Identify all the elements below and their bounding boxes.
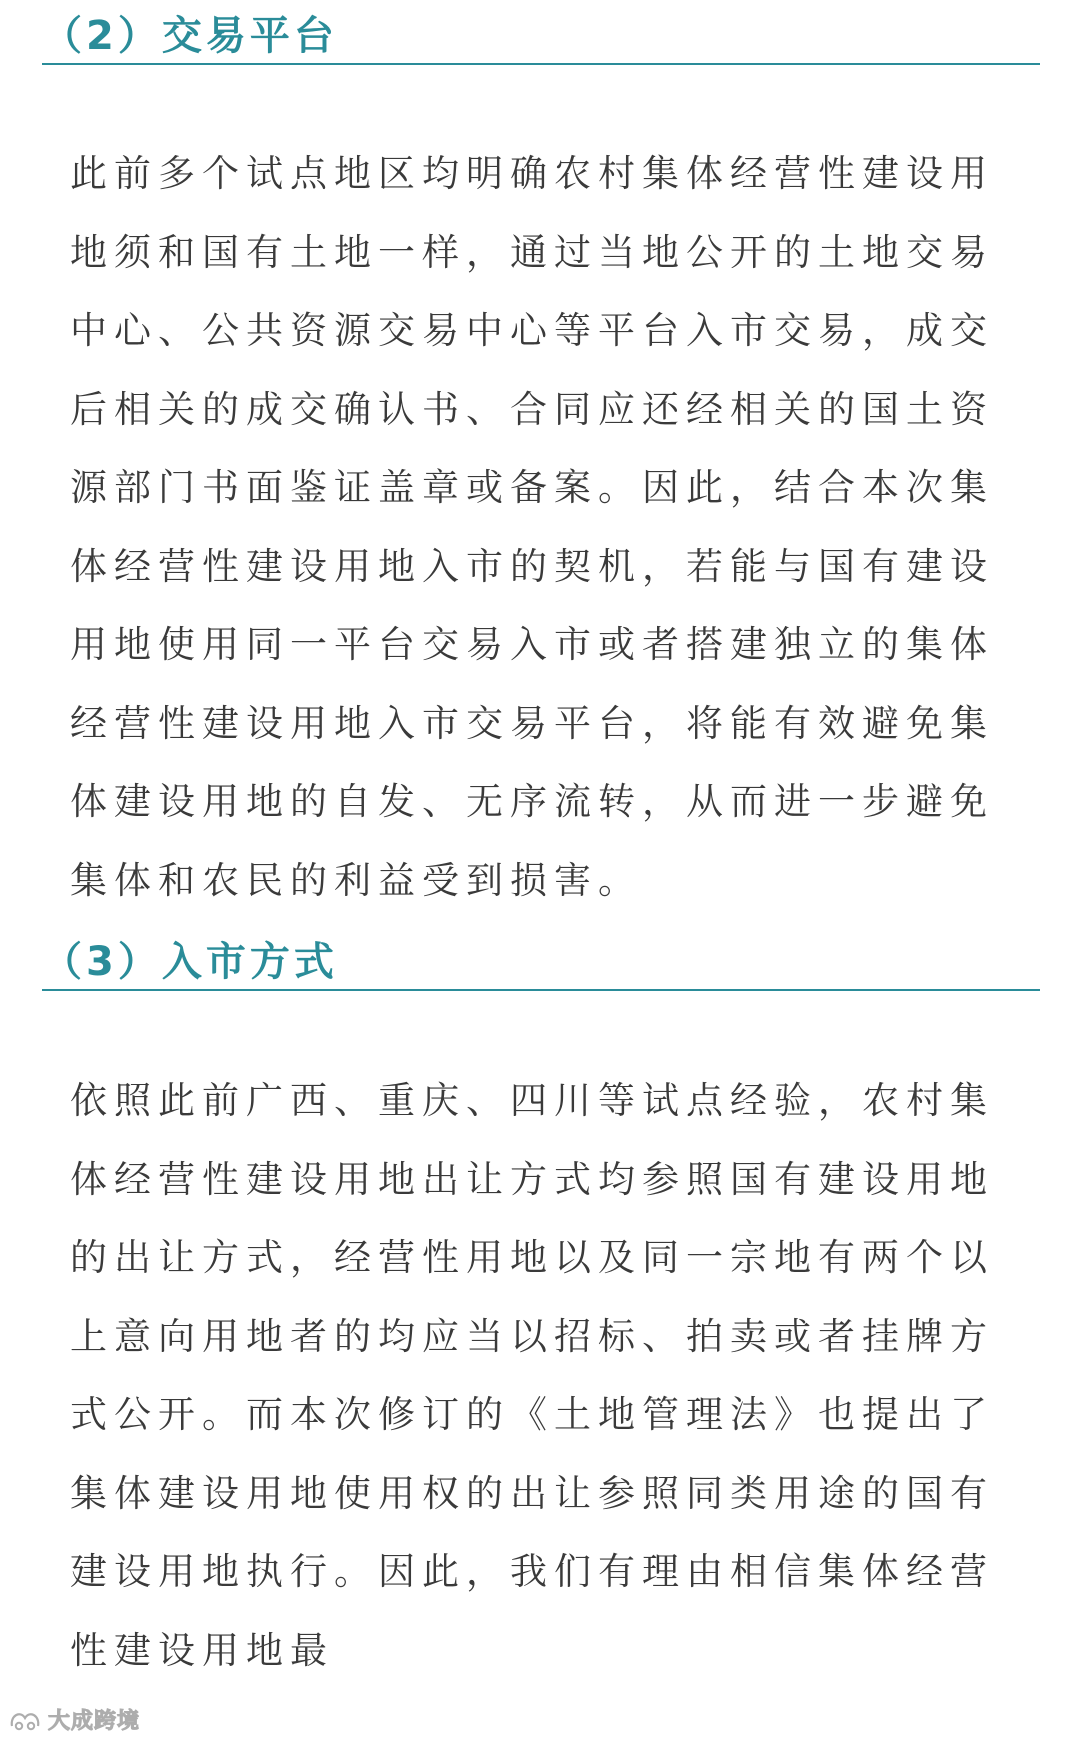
watermark [8, 1704, 140, 1735]
section-heading: （2）交易平台 [42, 13, 338, 59]
section-heading: （3）入市方式 [42, 939, 338, 985]
body-paragraph: 依照此前广西、重庆、四川等试点经验，农村集体经营性建设用地出让方式均参照国有建设用地的出让方式，经营性用地以及同一宗地有两个以上意向用地者的均应当以招标、拍卖或者挂牌方式公开。而本次修订的《土地管理法》也提出了集体建设用地使用权的出让参照同类用途的国有建设用地执行。因此，我们有理由相信集体经营性建设用地最 [70, 1079, 994, 1672]
watermark-text: 大成跨境 [48, 1709, 141, 1734]
section-divider [42, 989, 1040, 991]
watermark-logo-icon [8, 1706, 42, 1734]
section-divider [42, 63, 1040, 65]
body-paragraph: 此前多个试点地区均明确农村集体经营性建设用地须和国有土地一样，通过当地公开的土地交易中心、公共资源交易中心等平台入市交易，成交后相关的成交确认书、合同应还经相关的国土资源部门书面鉴证盖章或备案。因此，结合本次集体经营性建设用地入市的契机，若能与国有建设用地使用同一平台交易入市或者搭建独立的集体经营性建设用地入市交易平台，将能有效避免集体建设用地的自发、无序流转，从而进一步避免集体和农民的利益受到损害。 [70, 152, 994, 902]
